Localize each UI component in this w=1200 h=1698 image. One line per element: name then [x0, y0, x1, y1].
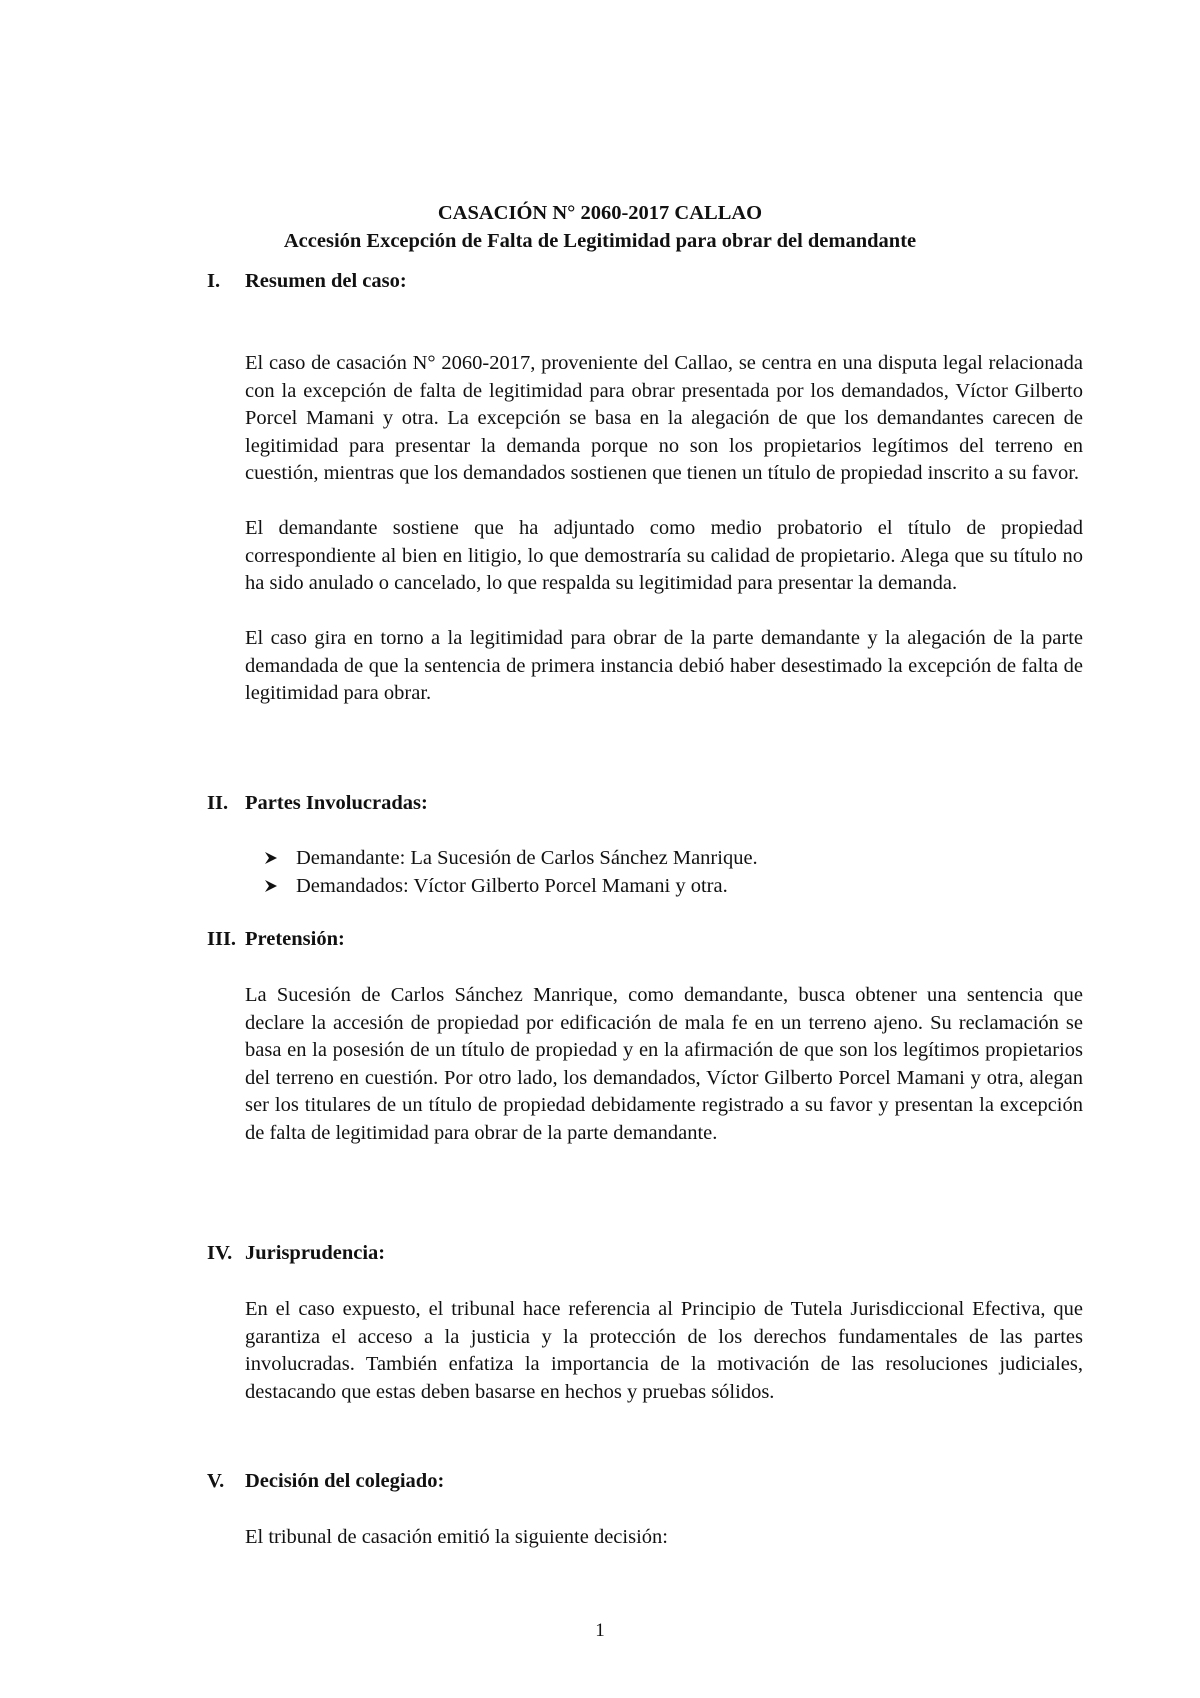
paragraph: El caso gira en torno a la legitimidad para obrar de la parte demandante y la alegación de la parte demandada de que la sentencia de primera instancia debió haber desestimado la excepción de falta de legitimidad para obrar.: [245, 627, 1083, 704]
section-number: V.: [207, 1470, 225, 1492]
paragraph: En el caso expuesto, el tribunal hace referencia al Principio de Tutela Jurisdiccional Efectiva, que garantiza el acceso a la justicia y la protección de los derechos fundamentales de las partes involucradas. También enfatiza la importancia de la motivación de las resoluciones judiciales, destacando que estas deben basarse en hechos y pruebas sólidos.: [245, 1298, 1083, 1403]
section-heading: [207, 926, 1083, 954]
section-title: Decisión del colegiado:: [245, 1470, 445, 1492]
section-jurisprudencia: [207, 1240, 1083, 1268]
section-partes-body: [207, 845, 1083, 900]
list-item: [263, 845, 1083, 873]
section-title: Resumen del caso:: [245, 270, 407, 292]
section-number: II.: [207, 792, 229, 814]
paragraph: El caso de casación N° 2060-2017, proveniente del Callao, se centra en una disputa legal relacionada con la excepción de falta de legitimidad para obrar presentada por los demandados, Víctor Gilberto Porcel Mamani y otra. La excepción se basa en la alegación de que los demandantes carecen de legitimidad para presentar la demanda porque no son los propietarios legítimos del terreno en cuestión, mientras que los demandados sostienen que tienen un título de propiedad inscrito a su favor.: [245, 352, 1083, 484]
list-item: [263, 873, 1083, 901]
section-resumen: [207, 268, 1083, 296]
section-decision-body: [207, 1524, 1083, 1552]
section-title: Partes Involucradas:: [245, 792, 428, 814]
parties-list: [207, 845, 1083, 900]
section-decision: [207, 1468, 1083, 1496]
arrow-bullet-icon: [263, 876, 296, 892]
paragraph: El tribunal de casación emitió la siguiente decisión:: [245, 1526, 668, 1548]
section-number: I.: [207, 270, 221, 292]
title-block: [190, 199, 1010, 255]
section-jurisprudencia-body: [207, 1296, 1083, 1406]
section-heading: [207, 1240, 1083, 1268]
section-pretension-body: [207, 982, 1083, 1147]
section-resumen-body: [207, 350, 1083, 708]
paragraph: La Sucesión de Carlos Sánchez Manrique, como demandante, busca obtener una sentencia que declare la accesión de propiedad por edificación de mala fe en un terreno ajeno. Su reclamación se basa en la posesión de un título de propiedad y en la afirmación de que son los legítimos propietarios del terreno en cuestión. Por otro lado, los demandados, Víctor Gilberto Porcel Mamani y otra, alegan ser los titulares de un título de propiedad debidamente registrado a su favor y presentan la excepción de falta de legitimidad para obrar de la parte demandante.: [245, 984, 1083, 1144]
document-title: CASACIÓN N° 2060-2017 CALLAO: [437, 202, 763, 224]
paragraph: El demandante sostiene que ha adjuntado como medio probatorio el título de propiedad correspondiente al bien en litigio, lo que demostraría su calidad de propietario. Alega que su título no ha sido anulado o cancelado, lo que respalda su legitimidad para presentar la demanda.: [245, 517, 1083, 594]
section-heading: [207, 268, 1083, 296]
page-number: 1: [595, 1620, 605, 1641]
list-item-text: Demandante: La Sucesión de Carlos Sánchez Manrique.: [296, 847, 758, 869]
arrow-bullet-icon: [263, 848, 296, 864]
section-title: Jurisprudencia:: [245, 1242, 386, 1264]
section-number: III.: [207, 928, 237, 950]
section-heading: [207, 1468, 1083, 1496]
document-subtitle: Accesión Excepción de Falta de Legitimidad para obrar del demandante: [283, 230, 917, 252]
section-partes: [207, 790, 1083, 818]
section-number: IV.: [207, 1242, 233, 1264]
section-heading: [207, 790, 1083, 818]
section-title: Pretensión:: [245, 928, 345, 950]
section-pretension: [207, 926, 1083, 954]
list-item-text: Demandados: Víctor Gilberto Porcel Mamani y otra.: [296, 874, 728, 897]
